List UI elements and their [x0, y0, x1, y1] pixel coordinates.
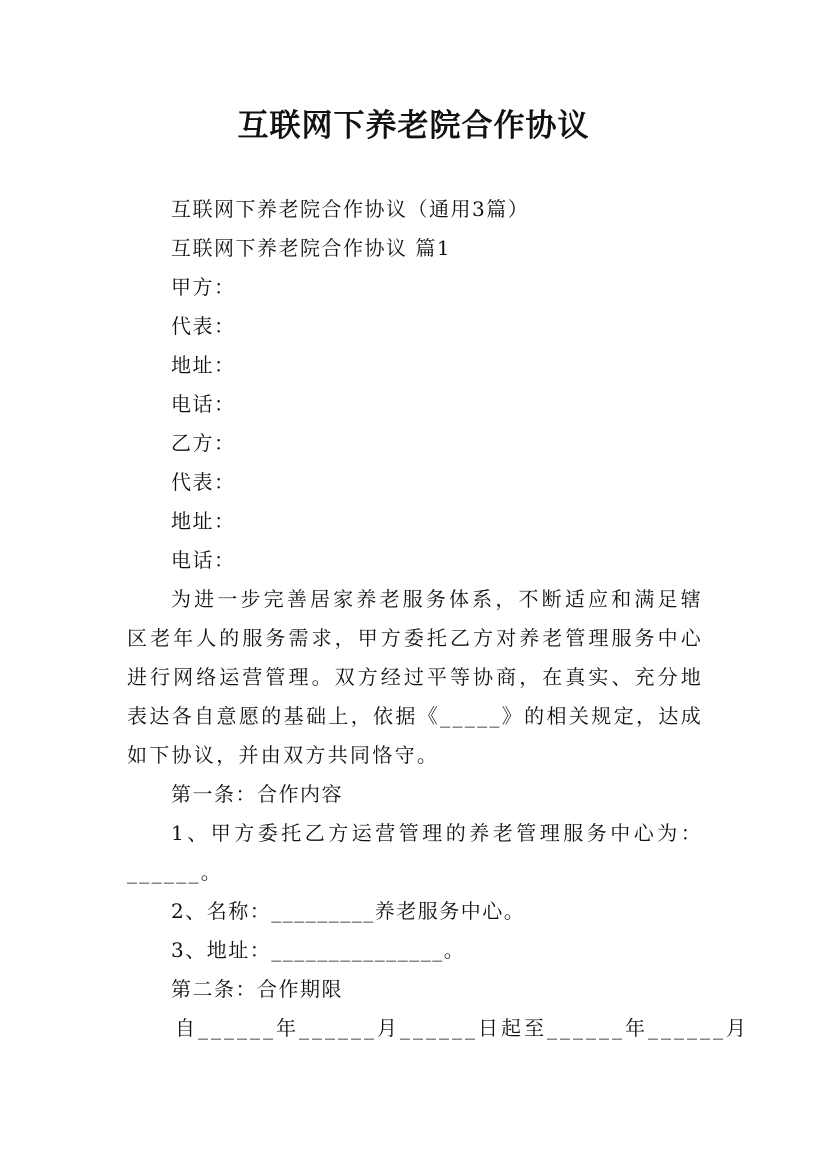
article1-heading: 第一条：合作内容 [171, 782, 343, 806]
party-b-address: 地址： [171, 509, 236, 533]
party-b-phone: 电话： [171, 548, 236, 572]
party-a-label: 甲方： [171, 275, 236, 299]
article2-heading: 第二条：合作期限 [171, 977, 343, 1001]
party-b-label: 乙方： [171, 431, 236, 455]
article1-item1: 1、甲方委托乙方运营管理的养老管理服务中心为：______。 [127, 821, 703, 884]
article1-item2: 2、名称：_________养老服务中心。 [171, 899, 526, 923]
article1-item3: 3、地址：_______________。 [171, 938, 466, 962]
party-a-address: 地址： [171, 353, 236, 377]
party-a-phone: 电话： [171, 392, 236, 416]
subtitle: 互联网下养老院合作协议（通用3篇） [171, 197, 530, 221]
party-a-representative: 代表： [171, 314, 236, 338]
article2-date-line: 自______年______月______日起至______年______月 [175, 1016, 749, 1040]
intro-paragraph: 为进一步完善居家养老服务体系，不断适应和满足辖区老年人的服务需求，甲方委托乙方对养老管理服务中心进行网络运营管理。双方经过平等协商，在真实、充分地表达各自意愿的基础上，依据《_____》的相关规定，达成如下协议，并由双方共同恪守。 [127, 587, 703, 767]
document-body [127, 190, 749, 1048]
document-title: 互联网下养老院合作协议 [237, 108, 590, 144]
section-heading: 互联网下养老院合作协议 篇1 [171, 236, 452, 260]
party-b-representative: 代表： [171, 470, 236, 494]
